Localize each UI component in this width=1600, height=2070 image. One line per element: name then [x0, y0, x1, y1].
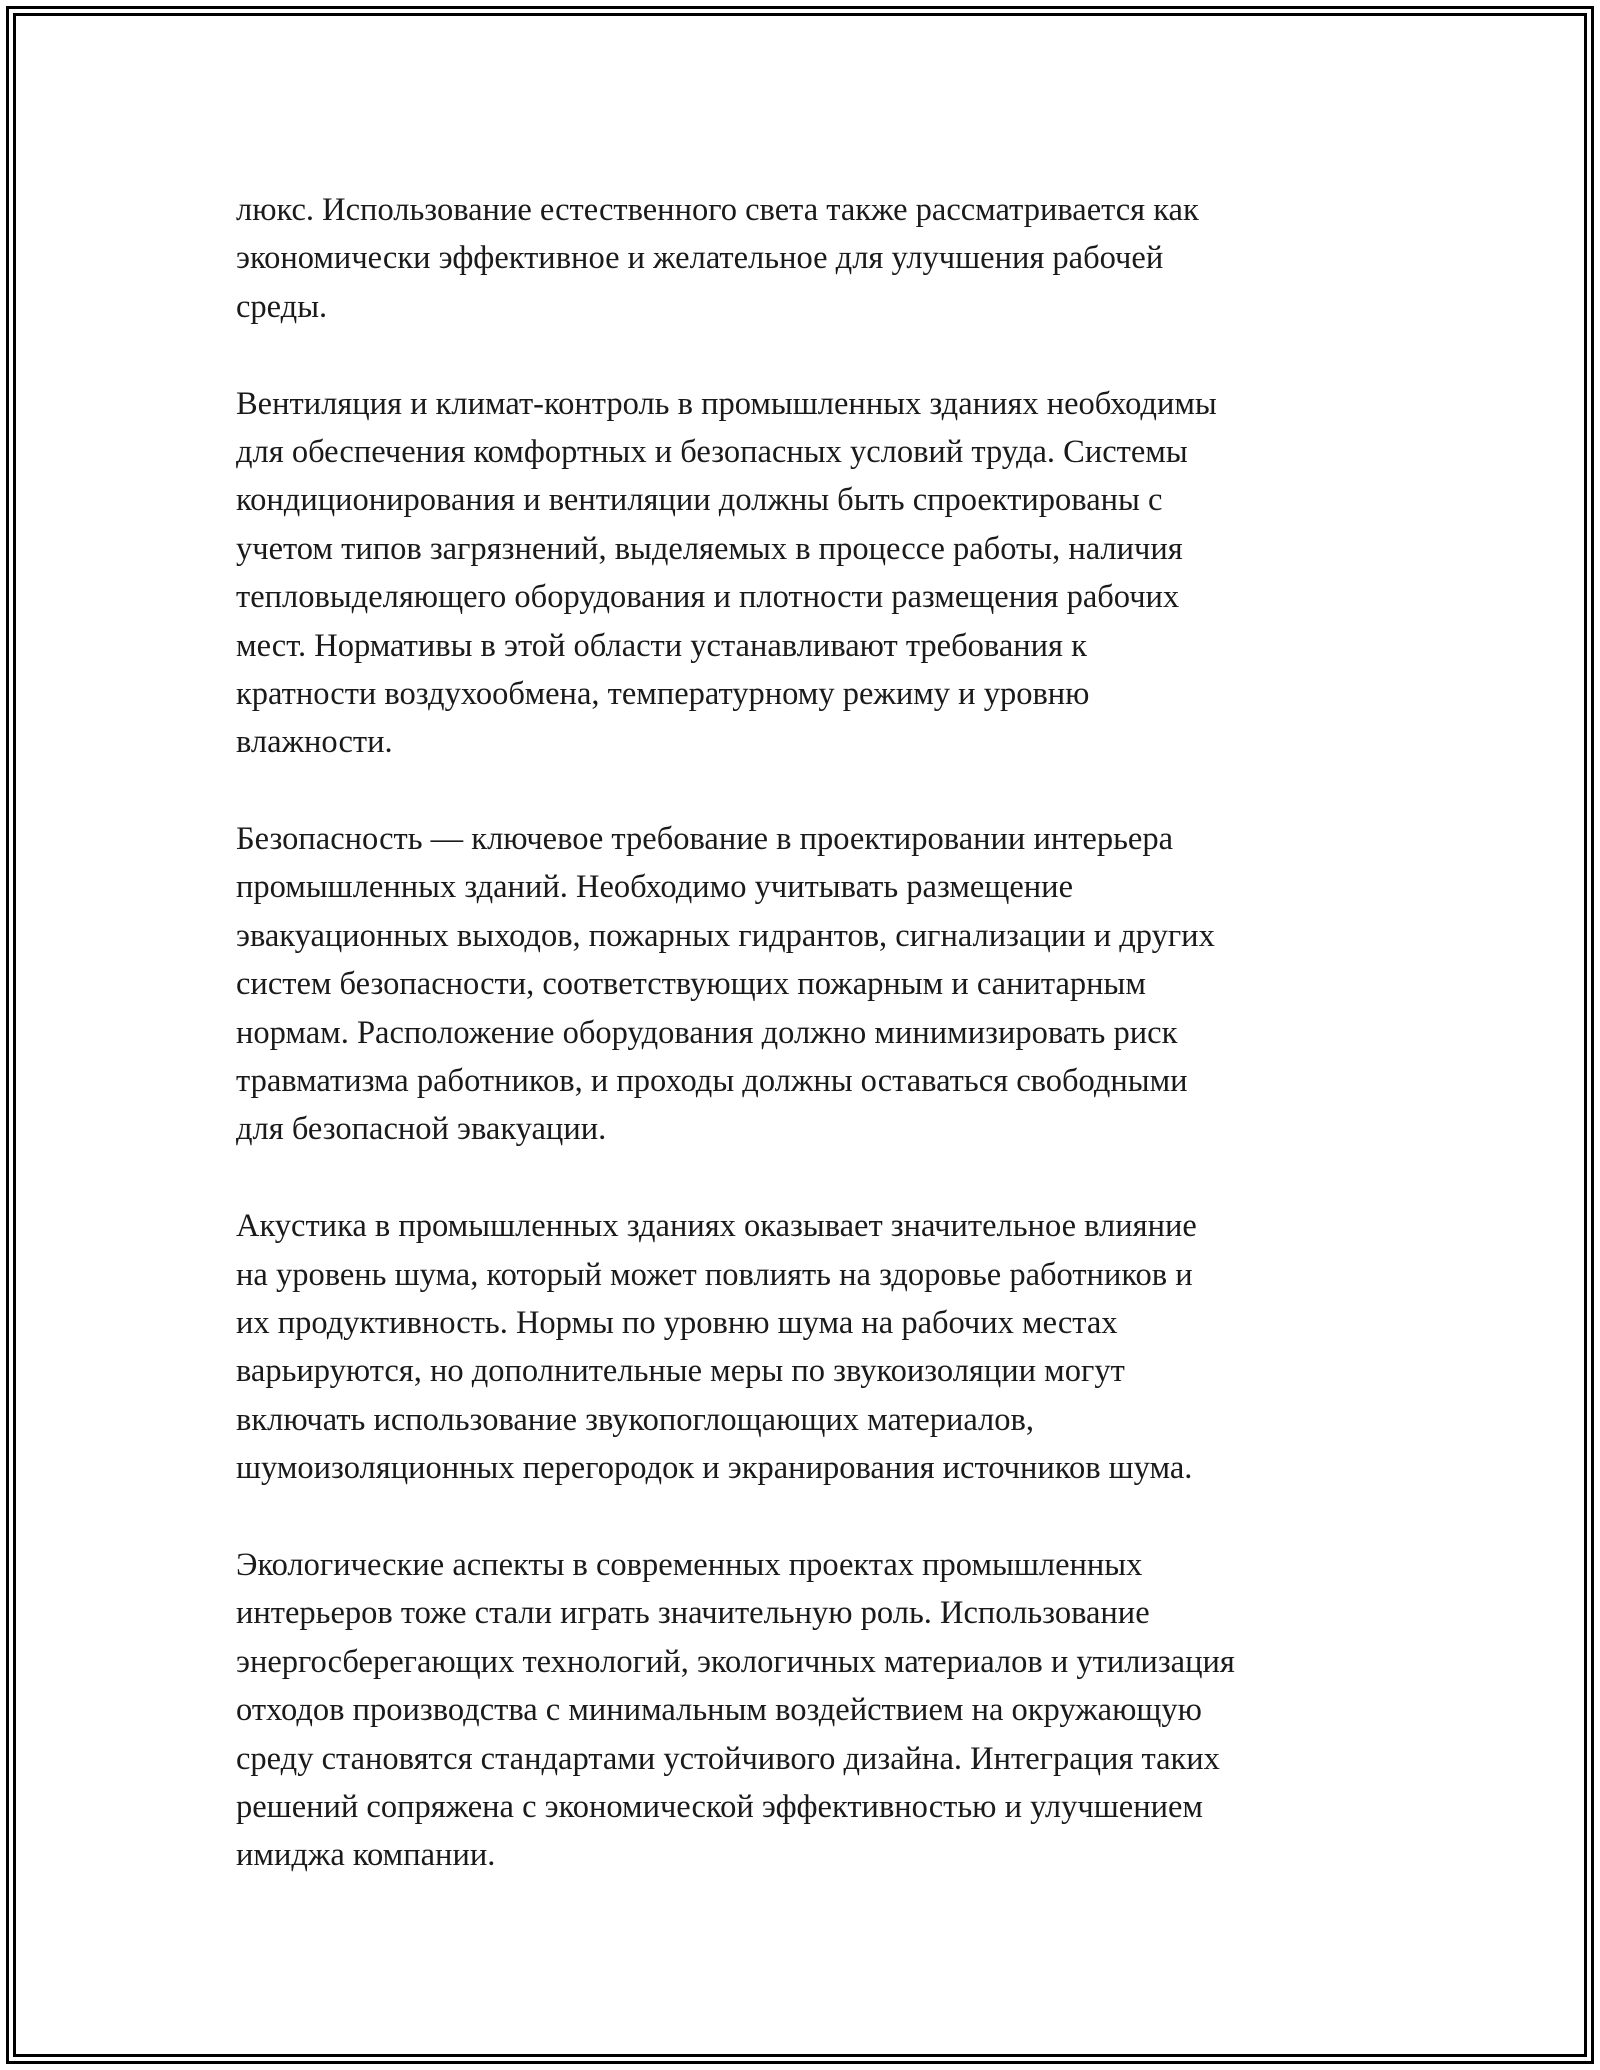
paragraph-lighting — [236, 186, 1436, 331]
text-line: влажности. — [236, 724, 393, 761]
text-line: травматизма работников, и проходы должны оставаться свободными — [236, 1063, 1188, 1100]
text-line: среду становятся стандартами устойчивого дизайна. Интеграция таких — [236, 1740, 1220, 1777]
document-body — [236, 186, 1436, 1880]
text-line: кондиционирования и вентиляции должны быть спроектированы с — [236, 482, 1163, 519]
text-line: кратности воздухообмена, температурному режиму и уровню — [236, 675, 1090, 712]
paragraph-ventilation — [236, 380, 1436, 767]
text-line: энергосберегающих технологий, экологичных материалов и утилизация — [236, 1643, 1235, 1680]
text-line: экономически эффективное и желательное для улучшения рабочей — [236, 240, 1164, 277]
text-line: промышленных зданий. Необходимо учитывать размещение — [236, 869, 1074, 906]
text-line: интерьеров тоже стали играть значительную роль. Использование — [236, 1595, 1150, 1632]
text-line: шумоизоляционных перегородок и экранирования источников шума. — [236, 1450, 1193, 1487]
text-line: эвакуационных выходов, пожарных гидрантов, сигнализации и других — [236, 917, 1215, 954]
text-line: включать использование звукопоглощающих материалов, — [236, 1401, 1034, 1438]
paragraph-safety — [236, 815, 1436, 1154]
text-line: Экологические аспекты в современных проектах промышленных — [236, 1546, 1143, 1583]
text-line: люкс. Использование естественного света также рассматривается как — [236, 192, 1199, 228]
text-line: нормам. Расположение оборудования должно минимизировать риск — [236, 1014, 1178, 1051]
text-line: учетом типов загрязнений, выделяемых в процессе работы, наличия — [236, 530, 1183, 567]
text-line: отходов производства с минимальным воздействием на окружающую — [236, 1692, 1202, 1729]
paragraph-acoustics — [236, 1202, 1436, 1492]
text-line: среды. — [236, 288, 328, 325]
text-line: тепловыделяющего оборудования и плотности размещения рабочих — [236, 579, 1180, 616]
text-line: мест. Нормативы в этой области устанавливают требования к — [236, 627, 1087, 664]
text-line: Безопасность — ключевое требование в проектировании интерьера — [236, 821, 1174, 858]
text-line: на уровень шума, который может повлиять на здоровье работников и — [236, 1256, 1193, 1293]
paragraph-ecology — [236, 1541, 1436, 1880]
text-line: Вентиляция и климат-контроль в промышленных зданиях необходимы — [236, 385, 1217, 422]
text-line: варьируются, но дополнительные меры по звукоизоляции могут — [236, 1353, 1125, 1390]
text-line: для безопасной эвакуации. — [236, 1111, 607, 1148]
text-line: систем безопасности, соответствующих пожарным и санитарным — [236, 966, 1146, 1003]
text-line: их продуктивность. Нормы по уровню шума на рабочих местах — [236, 1304, 1118, 1341]
text-line: Акустика в промышленных зданиях оказывает значительное влияние — [236, 1208, 1197, 1245]
text-line: для обеспечения комфортных и безопасных условий труда. Системы — [236, 433, 1188, 470]
text-line: решений сопряжена с экономической эффективностью и улучшением — [236, 1788, 1203, 1825]
text-line: имиджа компании. — [236, 1837, 496, 1874]
